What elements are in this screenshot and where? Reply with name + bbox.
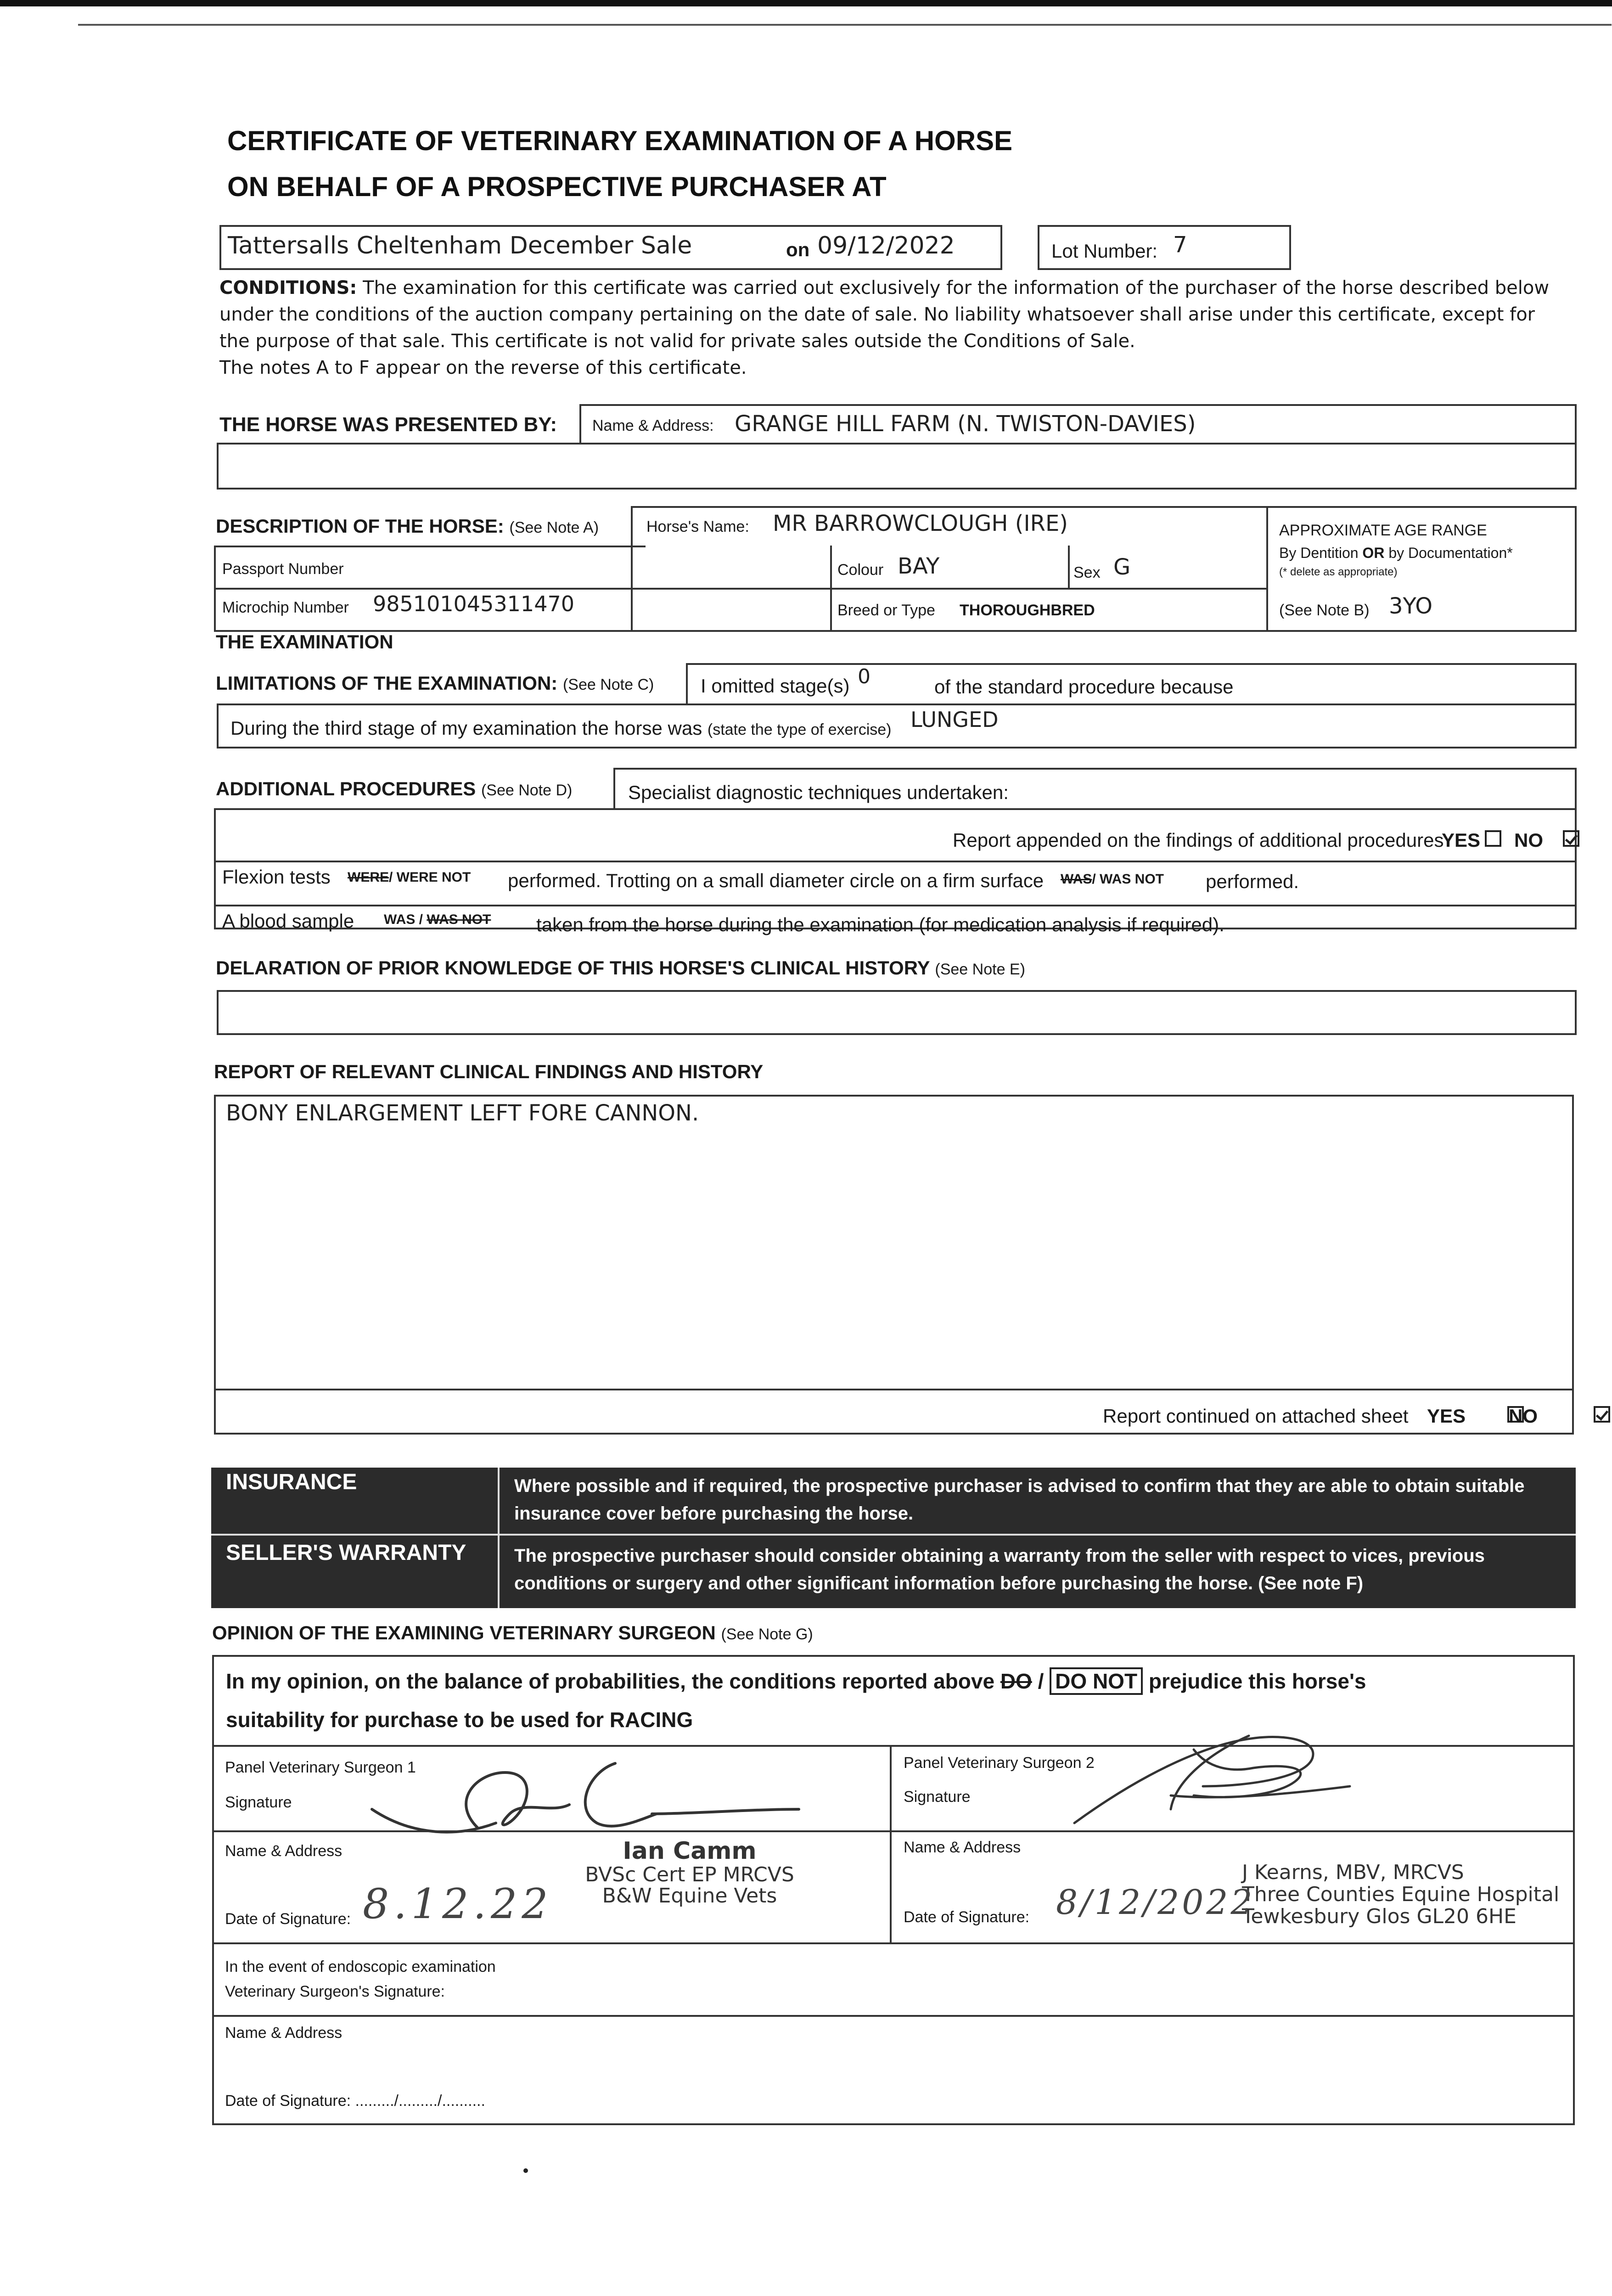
report-continued-no-label: NO bbox=[1509, 1405, 1538, 1427]
surgeon1-stamp-practice: B&W Equine Vets bbox=[602, 1884, 777, 1908]
conditions-text bbox=[219, 275, 1569, 355]
horse-name-label: Horse's Name: bbox=[646, 518, 749, 535]
report-continued-label: Report continued on attached sheet bbox=[1103, 1405, 1409, 1427]
endoscopic-label1: In the event of endoscopic examination bbox=[225, 1958, 496, 1975]
top-rule bbox=[78, 24, 1612, 26]
opinion-do-not[interactable]: DO NOT bbox=[1050, 1667, 1143, 1695]
blood-label: A blood sample bbox=[222, 910, 354, 932]
opinion-rule4 bbox=[212, 2015, 1575, 2017]
surgeon2-stamp-address: Tewkesbury Glos GL20 6HE bbox=[1242, 1905, 1517, 1928]
report-continued-no-checkbox[interactable] bbox=[1594, 1406, 1610, 1423]
surgeon1-date-label: Date of Signature: bbox=[225, 1910, 351, 1928]
trotting-was[interactable]: WAS/ WAS NOT bbox=[1061, 872, 1164, 887]
sex-value[interactable]: G bbox=[1113, 554, 1131, 580]
endoscopic-date-label: Date of Signature: ........./........./.......... bbox=[225, 2092, 485, 2110]
age-note: (See Note B) bbox=[1279, 602, 1370, 619]
breed-value[interactable]: THOROUGHBRED bbox=[960, 602, 1095, 619]
warranty-text: The prospective purchaser should consider obtaining a warranty from the seller with respect to vices, previous conditions or surgery and other significant information before purchasing the horse. (See note F) bbox=[514, 1546, 1485, 1593]
description-vsep2 bbox=[1068, 546, 1070, 588]
description-bottom-rule bbox=[214, 630, 1577, 632]
surgeon2-panel-label: Panel Veterinary Surgeon 2 bbox=[904, 1754, 1095, 1772]
scan-speck bbox=[523, 2168, 528, 2173]
report-appended-label: Report appended on the findings of additional procedures bbox=[953, 829, 1444, 851]
surgeon2-signature-label: Signature bbox=[904, 1788, 971, 1806]
surgeon2-name-label: Name & Address bbox=[904, 1839, 1021, 1856]
flexion-were[interactable]: WERE/ WERE NOT bbox=[348, 870, 471, 885]
report-rule bbox=[214, 1389, 1574, 1390]
examination-label: THE EXAMINATION bbox=[216, 631, 393, 653]
certificate-title-line2: ON BEHALF OF A PROSPECTIVE PURCHASER AT bbox=[227, 171, 887, 202]
description-vsep3 bbox=[1266, 506, 1268, 632]
colour-value[interactable]: BAY bbox=[898, 553, 940, 579]
additional-label: ADDITIONAL PROCEDURES (See Note D) bbox=[216, 778, 573, 799]
endoscopic-label2: Veterinary Surgeon's Signature: bbox=[225, 1983, 445, 2000]
insurance-text: Where possible and if required, the prospective purchaser is advised to confirm that they are able to obtain suitable insurance cover before purchasing the horse. bbox=[514, 1476, 1525, 1524]
surgeon1-stamp-qual: BVSc Cert EP MRCVS bbox=[585, 1863, 794, 1886]
opinion-rule3 bbox=[212, 1942, 1575, 1944]
description-mid-rule bbox=[214, 588, 1268, 590]
sale-date[interactable]: 09/12/2022 bbox=[817, 232, 955, 259]
colour-label: Colour bbox=[837, 561, 884, 579]
surgeon1-signature-label: Signature bbox=[225, 1794, 292, 1811]
age-title: APPROXIMATE AGE RANGE bbox=[1279, 522, 1487, 539]
omitted-value[interactable]: 0 bbox=[858, 665, 871, 688]
conditions-label: CONDITIONS: bbox=[219, 277, 357, 298]
specialist-label: Specialist diagnostic techniques undertaken: bbox=[628, 782, 1009, 803]
lot-label: Lot Number: bbox=[1051, 240, 1158, 262]
report-appended-yes-checkbox[interactable] bbox=[1485, 830, 1501, 847]
passport-label: Passport Number bbox=[222, 560, 344, 578]
third-stage-value[interactable]: LUNGED bbox=[910, 707, 999, 732]
surgeon2-stamp-hospital: Three Counties Equine Hospital bbox=[1242, 1883, 1560, 1906]
notice-band-divider bbox=[498, 1468, 500, 1608]
horse-name-value[interactable]: MR BARROWCLOUGH (IRE) bbox=[773, 511, 1068, 536]
surgeon1-signature[interactable] bbox=[358, 1745, 826, 1846]
conditions-body: The examination for this certificate was carried out exclusively for the information of the purchaser of the horse described below under the conditions of the auction company pertaining on the date of sale. No liability whatsoever shall arise under this certificate, except for the purpose of that sale. This certificate is not valid for private sales outside the Conditions of Sale. bbox=[219, 277, 1550, 352]
blood-was[interactable]: WAS / WAS NOT bbox=[384, 912, 491, 927]
limitations-label: LIMITATIONS OF THE EXAMINATION: (See Note C) bbox=[216, 672, 654, 694]
surgeon1-panel-label: Panel Veterinary Surgeon 1 bbox=[225, 1759, 416, 1776]
breed-label: Breed or Type bbox=[837, 602, 935, 619]
certificate-title-line1: CERTIFICATE OF VETERINARY EXAMINATION OF A HORSE bbox=[227, 125, 1013, 156]
lot-number[interactable]: 7 bbox=[1173, 232, 1187, 258]
endoscopic-date-placeholder[interactable]: ........./........./.......... bbox=[355, 2092, 485, 2110]
notice-band-rule bbox=[211, 1534, 1576, 1536]
additional-rule2 bbox=[214, 905, 1577, 906]
top-border bbox=[0, 0, 1612, 6]
surgeon2-date[interactable]: 8/12/2022 bbox=[1056, 1883, 1255, 1922]
surgeon2-stamp-name: J Kearns, MBV, MRCVS bbox=[1242, 1861, 1464, 1884]
age-delete-note: (* delete as appropriate) bbox=[1279, 566, 1398, 578]
age-by: By Dentition OR by Documentation* bbox=[1279, 545, 1513, 561]
sale-name[interactable]: Tattersalls Cheltenham December Sale bbox=[228, 232, 692, 259]
surgeon2-signature[interactable] bbox=[1056, 1717, 1377, 1828]
surgeon1-name-label: Name & Address bbox=[225, 1842, 343, 1860]
opinion-label: OPINION OF THE EXAMINING VETERINARY SURGEON (See Note G) bbox=[212, 1622, 813, 1643]
additional-rule1 bbox=[214, 861, 1577, 862]
blood-text: taken from the horse during the examination (for medication analysis if required). bbox=[536, 914, 1224, 935]
surgeon1-stamp bbox=[579, 1838, 800, 1907]
warranty-label: SELLER'S WARRANTY bbox=[226, 1541, 466, 1565]
report-appended-yes-label: YES bbox=[1442, 829, 1481, 851]
surgeon2-stamp bbox=[1242, 1862, 1559, 1928]
additional-box bbox=[214, 808, 1577, 929]
presented-label: THE HORSE WAS PRESENTED BY: bbox=[219, 413, 557, 436]
prior-label: DELARATION OF PRIOR KNOWLEDGE OF THIS HORSE'S CLINICAL HISTORY (See Note E) bbox=[216, 957, 1025, 979]
opinion-do[interactable]: DO bbox=[1000, 1669, 1032, 1693]
flexion-label: Flexion tests bbox=[222, 866, 331, 888]
insurance-label: INSURANCE bbox=[226, 1470, 357, 1494]
report-label: REPORT OF RELEVANT CLINICAL FINDINGS AND HISTORY bbox=[214, 1061, 764, 1082]
opinion-vsep bbox=[890, 1745, 892, 1943]
opinion-text-line1: In my opinion, on the balance of probabilities, the conditions reported above DO / DO NOT prejudice this horse's bbox=[226, 1669, 1366, 1694]
report-box bbox=[214, 1095, 1574, 1435]
endoscopic-name-label: Name & Address bbox=[225, 2024, 343, 2042]
sex-label: Sex bbox=[1073, 564, 1101, 581]
opinion-text-line2: suitability for purchase to be used for RACING bbox=[226, 1708, 693, 1732]
omitted-label: I omitted stage(s) bbox=[701, 675, 850, 697]
omitted-because: of the standard procedure because bbox=[934, 676, 1234, 698]
surgeon2-date-label: Date of Signature: bbox=[904, 1908, 1030, 1926]
report-continued-yes-label: YES bbox=[1427, 1405, 1466, 1427]
report-appended-no-checkbox[interactable] bbox=[1563, 830, 1579, 847]
age-value[interactable]: 3YO bbox=[1389, 593, 1433, 619]
surgeon1-stamp-name: Ian Camm bbox=[623, 1837, 757, 1865]
description-label: DESCRIPTION OF THE HORSE: (See Note A) bbox=[216, 515, 599, 537]
sale-on-label: on bbox=[786, 239, 810, 260]
microchip-label: Microchip Number bbox=[222, 599, 349, 616]
prior-box[interactable] bbox=[217, 990, 1577, 1035]
description-vsep1 bbox=[830, 546, 832, 631]
trotting-performed: performed. bbox=[1206, 871, 1299, 892]
microchip-value[interactable]: 985101045311470 bbox=[373, 591, 574, 616]
report-appended-no-label: NO bbox=[1514, 829, 1543, 851]
conditions-notes: The notes A to F appear on the reverse of this certificate. bbox=[219, 357, 747, 378]
report-finding[interactable]: BONY ENLARGEMENT LEFT FORE CANNON. bbox=[226, 1100, 699, 1126]
flexion-text: performed. Trotting on a small diameter circle on a firm surface bbox=[508, 870, 1044, 891]
third-stage-label: During the third stage of my examination the horse was (state the type of exercise) bbox=[230, 717, 892, 739]
presented-name-value[interactable]: GRANGE HILL FARM (N. TWISTON-DAVIES) bbox=[735, 411, 1196, 437]
presented-address-box[interactable] bbox=[217, 443, 1577, 490]
surgeon1-date[interactable]: 8.12.22 bbox=[363, 1880, 553, 1928]
presented-name-label: Name & Address: bbox=[592, 417, 714, 434]
